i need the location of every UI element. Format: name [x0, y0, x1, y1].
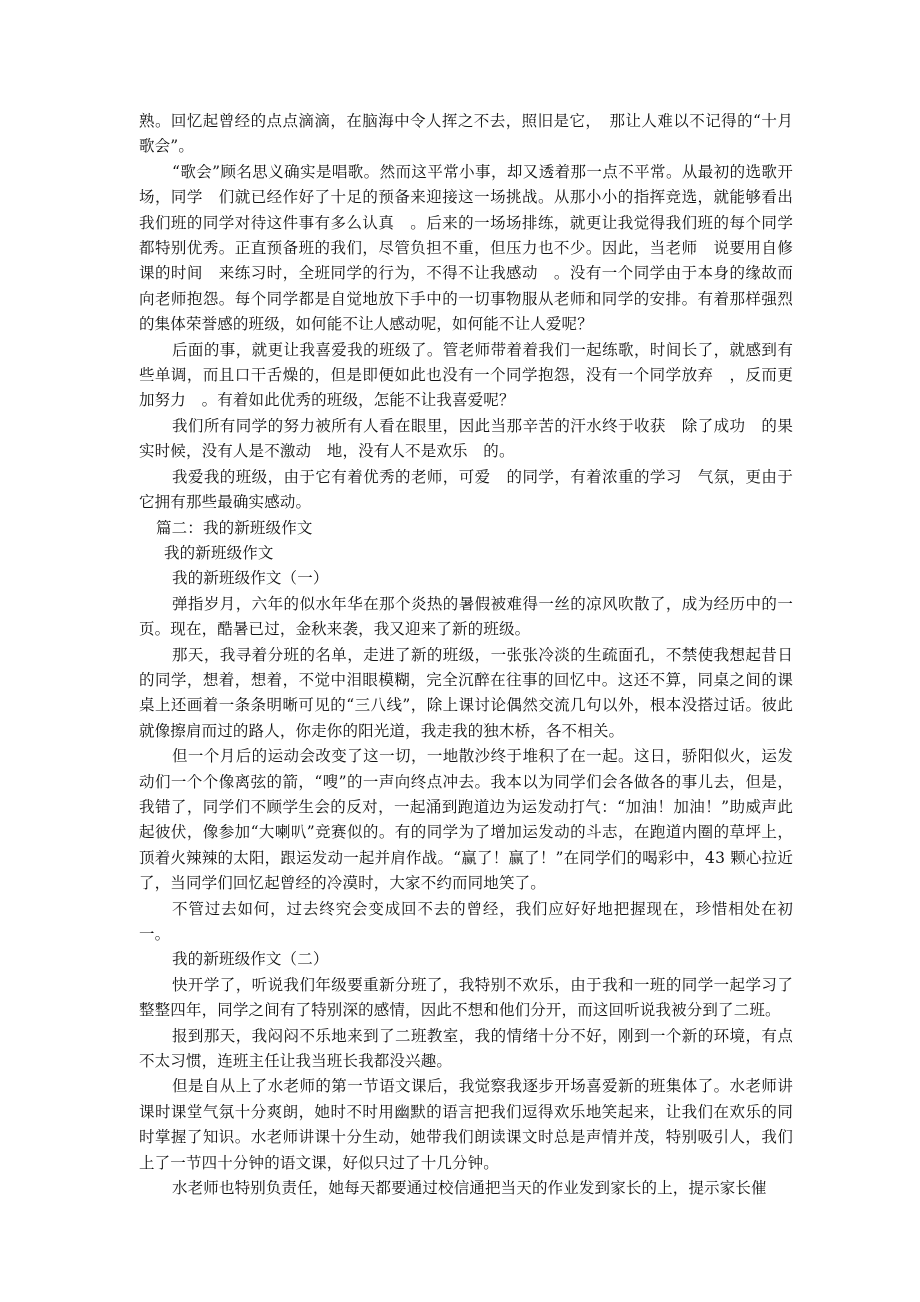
paragraph-8: 但一个月后的运动会改变了这一切，一地散沙终于堆积了在一起。这日，骄阳似火，运发动们一个个像离弦的箭，“嗖”的一声向终点冲去。我本以为同学们会各做各的事儿去，但是，我错了，同学们不顾学生会的反对，一起涌到跑道边为运发动打气：“加油！加油！”助威声此起彼伏，像参加“大喇叭”竞赛似的。有的同学为了增加运发动的斗志，在跑道内圈的草坪上，顶着火辣辣的太阳，跟运发动一起并肩作战。“赢了！赢了！”在同学们的喝彩中，43 颗心拉近了，当同学们回忆起曾经的冷漠时，大家不约而同地笑了。	[139, 747, 793, 893]
paragraph-1: 熟。回忆起曾经的点点滴滴，在脑海中令人挥之不去，照旧是它， 那让人难以不记得的“十月歌会”。	[139, 112, 793, 156]
essay-title: 我的新班级作文	[164, 543, 274, 562]
paragraph-10: 快开学了，听说我们年级要重新分班了，我特别不欢乐，由于我和一班的同学一起学习了整整四年，同学之间有了特别深的感情，因此不想和他们分开，而这回听说我被分到了二班。	[139, 975, 793, 1020]
paragraph-13: 水老师也特别负责任，她每天都要通过校信通把当天的作业发到家长的上，提示家长催	[172, 1179, 767, 1198]
paragraph-3: 后面的事，就更让我喜爱我的班级了。管老师带着着我们一起练歌，时间长了，就感到有些单调，而且口干舌燥的，但是即便如此也没有一个同学抱怨，没有一个同学放弃 ，反而更加努力 。有着如此优秀的班级，怎能不让我喜爱呢？	[139, 340, 793, 410]
essay-subtitle-one: 我的新班级作文（一）	[172, 569, 329, 588]
paragraph-9: 不管过去如何，过去终究会变成回不去的曾经，我们应好好地把握现在，珍惜相处在初一。	[139, 899, 793, 943]
paragraph-7: 那天，我寻着分班的名单，走进了新的班级，一张张冷淡的生疏面孔，不禁使我想起昔日的同学，想着，想着，不觉中泪眼模糊，完全沉醉在往事的回忆中。这还不算，同桌之间的课桌上还画着一条条明晰可见的“三八线”，除上课讨论偶然交流几句以外，根本没搭过话。彼此就像擦肩而过的路人，你走你的阳光道，我走我的独木桥，各不相关。	[139, 645, 793, 740]
paragraph-12: 但是自从上了水老师的第一节语文课后，我觉察我逐步开场喜爱新的班集体了。水老师讲课时课堂气氛十分爽朗，她时不时用幽默的语言把我们逗得欢乐地笑起来，让我们在欢乐的同时掌握了知识。水老师讲课十分生动，她带我们朗读课文时总是声情并茂，特别吸引人，我们上了一节四十分钟的语文课，好似只过了十几分钟。	[139, 1077, 793, 1172]
section-heading: 篇二：我的新班级作文	[156, 518, 313, 537]
paragraph-2: “歌会”顾名思义确实是唱歌。然而这平常小事，却又透着那一点不平常。从最初的选歌开场，同学 们就已经作好了十足的预备来迎接这一场挑战。从那小小的指挥竞选，就能够看出我们班的同学对待这件事有多么认真 。后来的一场场排练，就更让我觉得我们班的每个同学都特别优秀。正直预备班的我们，尽管负担不重，但压力也不少。因此，当老师 说要用自修课的时间 来练习时，全班同学的行为，不得不让我感动 。没有一个同学由于本身的缘故而向老师抱怨。每个同学都是自觉地放下手中的一切事物服从老师和同学的安排。有着那样强烈的集体荣誉感的班级，如何能不让人感动呢，如何能不让人爱呢？	[139, 162, 793, 334]
paragraph-5: 我爱我的班级，由于它有着优秀的老师，可爱 的同学，有着浓重的学习 气氛，更由于它拥有那些最确实感动。	[139, 467, 793, 512]
paragraph-6: 弹指岁月，六年的似水年华在那个炎热的暑假被难得一丝的凉风吹散了，成为经历中的一页。现在，酷暑已过，金秋来袭，我又迎来了新的班级。	[139, 594, 793, 639]
essay-subtitle-two: 我的新班级作文（二）	[172, 950, 329, 969]
paragraph-4: 我们所有同学的努力被所有人看在眼里，因此当那辛苦的汗水终于收获 除了成功 的果实时候，没有人是不激动 地，没有人不是欢乐 的。	[139, 416, 793, 461]
document-page	[139, 109, 793, 1201]
paragraph-11: 报到那天，我闷闷不乐地来到了二班教室，我的情绪十分不好，刚到一个新的环境，有点不太习惯，连班主任让我当班长我都没兴趣。	[139, 1026, 793, 1071]
